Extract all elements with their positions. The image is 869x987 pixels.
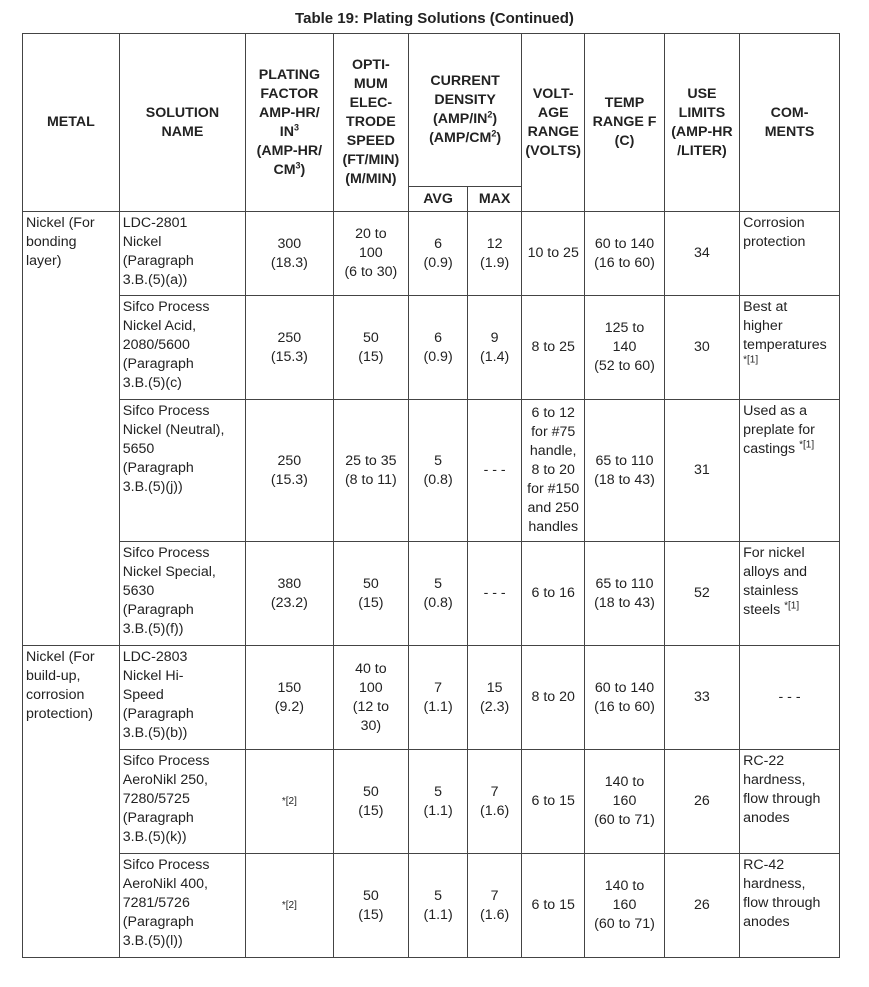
voltage-range-cell: 8 to 25 [522,296,585,400]
table-row [23,400,840,542]
voltage-range-cell: 6 to 16 [522,542,585,646]
current-avg-cell: 6 (0.9) [409,296,468,400]
voltage-range-cell: 6 to 15 [522,854,585,958]
voltage-range-cell: 8 to 20 [522,646,585,750]
metal-cell: Nickel (For bonding layer) [23,212,120,646]
metal-cell: Nickel (For build-up, corrosion protection) [23,646,120,958]
current-max-cell: 15 (2.3) [468,646,522,750]
current-avg-cell: 5 (1.1) [409,854,468,958]
header-electrode-speed: OPTI- MUM ELEC- TRODE SPEED (FT/MIN) (M/MIN) [333,34,408,212]
solution-name-cell: LDC-2801 Nickel (Paragraph 3.B.(5)(a)) [119,212,245,296]
current-max-cell: 7 (1.6) [468,854,522,958]
header-use-limits: USE LIMITS (AMP-HR /LITER) [664,34,739,212]
electrode-speed-cell: 25 to 35 (8 to 11) [333,400,408,542]
comments-cell: Corrosion protection [740,212,840,296]
solution-name-cell: Sifco Process AeroNikl 400, 7281/5726 (Paragraph 3.B.(5)(l)) [119,854,245,958]
current-avg-cell: 6 (0.9) [409,212,468,296]
header-max: MAX [468,187,522,212]
solution-name-cell: Sifco Process Nickel (Neutral), 5650 (Paragraph 3.B.(5)(j)) [119,400,245,542]
plating-factor-cell: 250 (15.3) [246,296,334,400]
electrode-speed-cell: 40 to 100 (12 to 30) [333,646,408,750]
plating-factor-cell: 380 (23.2) [246,542,334,646]
current-avg-cell: 5 (0.8) [409,400,468,542]
header-voltage-range: VOLT- AGE RANGE (VOLTS) [522,34,585,212]
comments-cell: For nickel alloys and stainless steels $^{*[1]}$ [740,542,840,646]
table-row [23,854,840,958]
temp-range-cell: 65 to 110 (18 to 43) [585,542,664,646]
header-solution-name: SOLUTION NAME [119,34,245,212]
comments-cell: Best at higher temperatures $^{*[1]}$ [740,296,840,400]
use-limits-cell: 31 [664,400,739,542]
electrode-speed-cell: 50 (15) [333,296,408,400]
use-limits-cell: 26 [664,854,739,958]
electrode-speed-cell: 50 (15) [333,854,408,958]
table-row [23,542,840,646]
current-max-cell: 7 (1.6) [468,750,522,854]
electrode-speed-cell: 20 to 100 (6 to 30) [333,212,408,296]
table-row [23,212,840,296]
header-avg: AVG [409,187,468,212]
current-max-cell: - - - [468,542,522,646]
temp-range-cell: 125 to 140 (52 to 60) [585,296,664,400]
voltage-range-cell: 10 to 25 [522,212,585,296]
header-temp-range: TEMP RANGE F (C) [585,34,664,212]
plating-factor-cell: *[2] [246,750,334,854]
plating-factor-cell: 250 (15.3) [246,400,334,542]
current-max-cell: 9 (1.4) [468,296,522,400]
use-limits-cell: 34 [664,212,739,296]
table-row [23,750,840,854]
table-row [23,296,840,400]
plating-factor-cell: 300 (18.3) [246,212,334,296]
header-comments: COM- MENTS [740,34,840,212]
solution-name-cell: Sifco Process AeroNikl 250, 7280/5725 (Paragraph 3.B.(5)(k)) [119,750,245,854]
current-max-cell: - - - [468,400,522,542]
current-avg-cell: 5 (0.8) [409,542,468,646]
comments-cell: RC-42 hardness, flow through anodes [740,854,840,958]
current-avg-cell: 7 (1.1) [409,646,468,750]
use-limits-cell: 26 [664,750,739,854]
voltage-range-cell: 6 to 15 [522,750,585,854]
current-avg-cell: 5 (1.1) [409,750,468,854]
header-metal: METAL [23,34,120,212]
table-row [23,646,840,750]
comments-cell: - - - [740,646,840,750]
comments-cell: RC-22 hardness, flow through anodes [740,750,840,854]
use-limits-cell: 33 [664,646,739,750]
solution-name-cell: Sifco Process Nickel Acid, 2080/5600 (Paragraph 3.B.(5)(c) [119,296,245,400]
electrode-speed-cell: 50 (15) [333,750,408,854]
plating-factor-cell: *[2] [246,854,334,958]
table-title: Table 19: Plating Solutions (Continued) [295,10,574,27]
use-limits-cell: 52 [664,542,739,646]
use-limits-cell: 30 [664,296,739,400]
temp-range-cell: 60 to 140 (16 to 60) [585,212,664,296]
temp-range-cell: 65 to 110 (18 to 43) [585,400,664,542]
header-plating-factor: PLATING FACTOR AMP-HR/ $IN^3$ (AMP-HR/ $CM^3$) [246,34,334,212]
plating-factor-cell: 150 (9.2) [246,646,334,750]
temp-range-cell: 140 to 160 (60 to 71) [585,750,664,854]
solution-name-cell: LDC-2803 Nickel Hi- Speed (Paragraph 3.B.(5)(b)) [119,646,245,750]
electrode-speed-cell: 50 (15) [333,542,408,646]
temp-range-cell: 140 to 160 (60 to 71) [585,854,664,958]
comments-cell: Used as a preplate for castings $^{*[1]}$ [740,400,840,542]
header-current-density: CURRENT DENSITY $(AMP/IN^2)$ $(AMP/CM^2)$ [409,34,522,187]
current-max-cell: 12 (1.9) [468,212,522,296]
temp-range-cell: 60 to 140 (16 to 60) [585,646,664,750]
solution-name-cell: Sifco Process Nickel Special, 5630 (Paragraph 3.B.(5)(f)) [119,542,245,646]
plating-solutions-table [22,33,840,958]
voltage-range-cell: 6 to 12 for #75 handle, 8 to 20 for #150 and 250 handles [522,400,585,542]
